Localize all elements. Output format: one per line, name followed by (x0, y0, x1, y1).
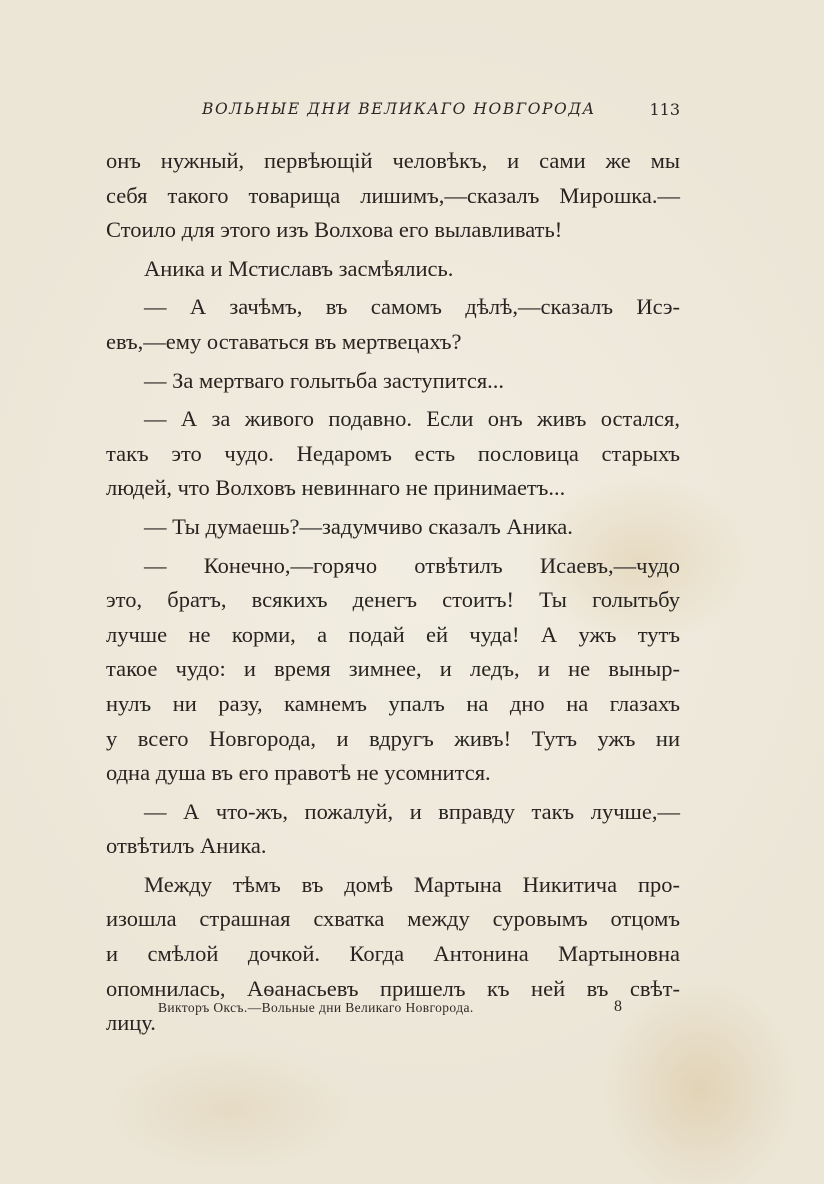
text-line: одна душа въ его правотѣ не усомнится. (106, 760, 491, 786)
text-line: Между тѣмъ въ домѣ Мартына Никитича про- (144, 871, 680, 897)
text-line: такое чудо: и время зимнее, и ледъ, и не выныр- (106, 656, 680, 682)
text-line: себя такого товарища лишимъ,—сказалъ Мирошка.— (106, 182, 680, 208)
text-line: изошла страшная схватка между суровымъ отцомъ (106, 906, 680, 932)
text-line: и смѣлой дочкой. Когда Антонина Мартыновна (106, 941, 680, 967)
text-line: нулъ ни разу, камнемъ упалъ на дно на глазахъ (106, 690, 680, 716)
page-number: 113 (649, 100, 680, 119)
signature-line: Викторъ Оксъ.—Вольные дни Великаго Новгорода. (158, 1000, 474, 1015)
text-line: Аника и Мстиславъ засмѣялись. (144, 255, 454, 281)
text-line: — А за живого подавно. Если онъ живъ остался, (144, 406, 680, 432)
text-line: — А что-жъ, пожалуй, и вправду такъ лучше,— (144, 798, 680, 824)
running-head (106, 100, 680, 126)
text-line: это, братъ, всякихъ денегъ стоитъ! Ты голытьбу (106, 587, 680, 613)
text-line: евъ,—ему оставаться въ мертвецахъ? (106, 328, 462, 354)
text-line: — За мертваго голытьба заступится... (144, 367, 505, 393)
text-line: у всего Новгорода, и вдругъ живъ! Тутъ ужъ ни (106, 725, 680, 751)
text-line: онъ нужный, первѣющій человѣкъ, и сами же мы (106, 148, 680, 173)
text-line: опомнилась, Аѳанасьевъ пришелъ къ ней въ свѣт- (106, 975, 680, 1001)
text-line: Стоило для этого изъ Волхова его вылавливать! (106, 217, 563, 243)
text-line: людей, что Волховъ невиннаго не принимаетъ... (106, 475, 566, 501)
text-line: — Конечно,—горячо отвѣтилъ Исаевъ,—чудо (144, 552, 680, 578)
text-line: такъ это чудо. Недаромъ есть пословица старыхъ (106, 440, 680, 466)
text-line: лицу. (106, 1010, 156, 1036)
text-line: отвѣтилъ Аника. (106, 833, 267, 859)
text-line: — Ты думаешь?—задумчиво сказалъ Аника. (144, 513, 573, 539)
text-body (106, 144, 680, 1041)
text-line: лучше не корми, а подай ей чуда! А ужъ тутъ (106, 621, 680, 647)
running-title: ВОЛЬНЫЕ ДНИ ВЕЛИКАГО НОВГОРОДА (202, 100, 596, 118)
text-line: — А зачѣмъ, въ самомъ дѣлѣ,—сказалъ Исэ- (144, 294, 680, 320)
signature-mark: 8 (614, 998, 622, 1015)
